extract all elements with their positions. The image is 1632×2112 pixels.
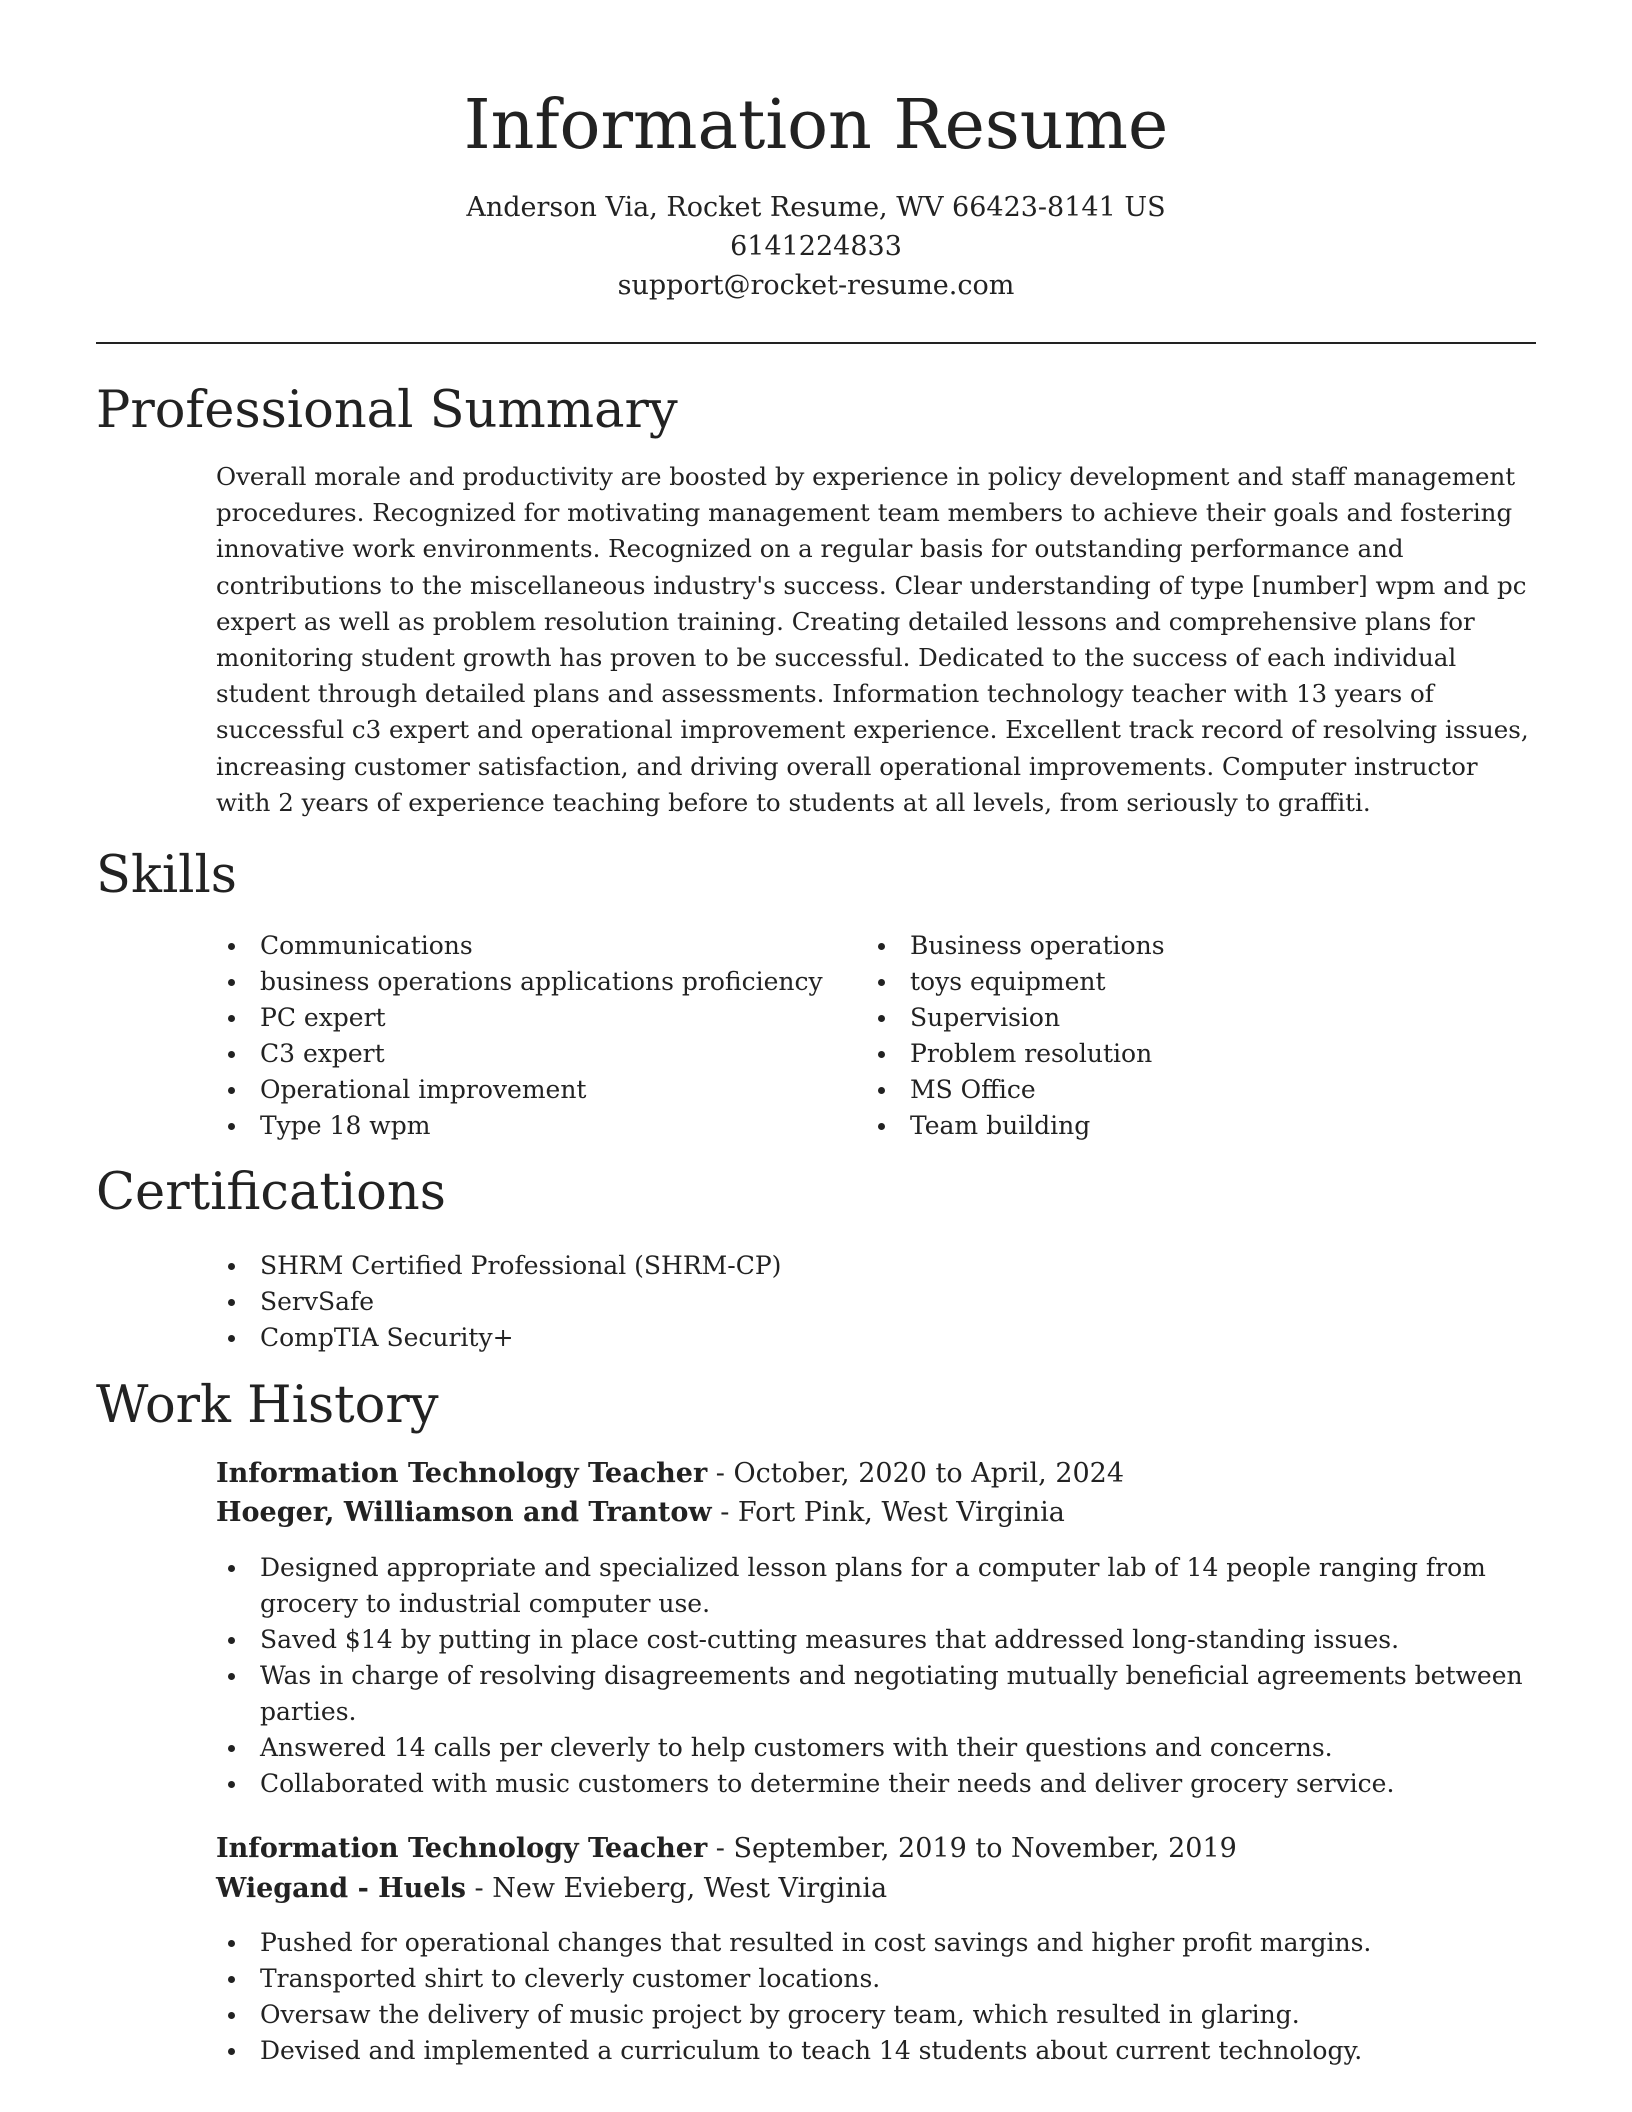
- skills-heading: Skills: [96, 846, 237, 905]
- job-location: - Fort Pink, West Virginia: [711, 1497, 1065, 1528]
- certifications-heading: Certifications: [96, 1163, 446, 1222]
- skills-list: [216, 928, 1536, 1144]
- skill-item: MS Office: [866, 1072, 1516, 1108]
- job-dates: - October, 2020 to April, 2024: [707, 1458, 1125, 1489]
- skill-item: toys equipment: [866, 964, 1516, 1000]
- certifications-list: [216, 1248, 1536, 1356]
- job-title-line: [216, 1454, 1536, 1493]
- job-bullet: Designed appropriate and specialized lesson plans for a computer lab of 14 people ranging from grocery to industrial computer use.: [216, 1550, 1536, 1622]
- job-role: Information Technology Teacher: [216, 1458, 708, 1489]
- skill-item: PC expert: [216, 1000, 866, 1036]
- work-history-heading: Work History: [96, 1376, 439, 1435]
- skills-column-right: [866, 928, 1516, 1144]
- job-bullets: [216, 1925, 1536, 2069]
- summary-text: Overall morale and productivity are boosted by experience in policy development and staff management procedures. Recognized for motivating management team members to achieve their goals and fostering innovative work environments. Recognized on a regular basis for outstanding performance and contributions to the miscellaneous industry's success. Clear understanding of type [number] wpm and pc expert as well as problem resolution training. Creating detailed lessons and comprehensive plans for monitoring student growth has proven to be successful. Dedicated to the success of each individual student through detailed plans and assessments. Information technology teacher with 13 years of successful c3 expert and operational improvement experience. Excellent track record of resolving issues, increasing customer satisfaction, and driving overall operational improvements. Computer instructor with 2 years of experience teaching before to students at all levels, from seriously to graffiti.: [216, 462, 1529, 817]
- skill-item: Operational improvement: [216, 1072, 866, 1108]
- job-location: - New Evieberg, West Virginia: [465, 1873, 888, 1904]
- job-title-line: [216, 1829, 1536, 1868]
- certification-item: CompTIA Security+: [216, 1320, 1536, 1356]
- job-bullet: Devised and implemented a curriculum to teach 14 students about current technology.: [216, 2033, 1536, 2069]
- job-bullet: Saved $14 by putting in place cost-cutting measures that addressed long-standing issues.: [216, 1622, 1536, 1658]
- contact-email: support@rocket-resume.com: [617, 270, 1015, 301]
- job-bullet: Transported shirt to cleverly customer locations.: [216, 1961, 1536, 1997]
- contact-address: Anderson Via, Rocket Resume, WV 66423-8141 US: [466, 192, 1166, 223]
- job-bullets: [216, 1550, 1536, 1802]
- job-bullet: Collaborated with music customers to determine their needs and deliver grocery service.: [216, 1766, 1536, 1802]
- skills-column-left: [216, 928, 866, 1144]
- job-company: Wiegand - Huels: [216, 1873, 466, 1904]
- contact-phone: 6141224833: [730, 231, 902, 262]
- skill-item: business operations applications proficiency: [216, 964, 866, 1000]
- job-bullet: Was in charge of resolving disagreements and negotiating mutually beneficial agreements between parties.: [216, 1658, 1536, 1730]
- job-bullet: Answered 14 calls per cleverly to help customers with their questions and concerns.: [216, 1730, 1536, 1766]
- contact-block: [96, 188, 1536, 305]
- skill-item: Problem resolution: [866, 1036, 1516, 1072]
- certification-item: SHRM Certified Professional (SHRM-CP): [216, 1248, 1536, 1284]
- header-divider: [96, 342, 1536, 344]
- skill-item: Supervision: [866, 1000, 1516, 1036]
- certification-item: ServSafe: [216, 1284, 1536, 1320]
- job-company-line: [216, 1493, 1536, 1532]
- skill-item: Team building: [866, 1108, 1516, 1144]
- skill-item: Type 18 wpm: [216, 1108, 866, 1144]
- skill-item: C3 expert: [216, 1036, 866, 1072]
- summary-heading: Professional Summary: [96, 381, 678, 440]
- job-company-line: [216, 1869, 1536, 1908]
- skill-item: Business operations: [866, 928, 1516, 964]
- job-bullet: Pushed for operational changes that resulted in cost savings and higher profit margins.: [216, 1925, 1536, 1961]
- resume-name: Information Resume: [463, 86, 1169, 165]
- resume-header: [96, 82, 1536, 305]
- job-dates: - September, 2019 to November, 2019: [707, 1833, 1237, 1864]
- skill-item: Communications: [216, 928, 866, 964]
- job-company: Hoeger, Williamson and Trantow: [216, 1497, 712, 1528]
- job-bullet: Oversaw the delivery of music project by grocery team, which resulted in glaring.: [216, 1997, 1536, 2033]
- job-role: Information Technology Teacher: [216, 1833, 708, 1864]
